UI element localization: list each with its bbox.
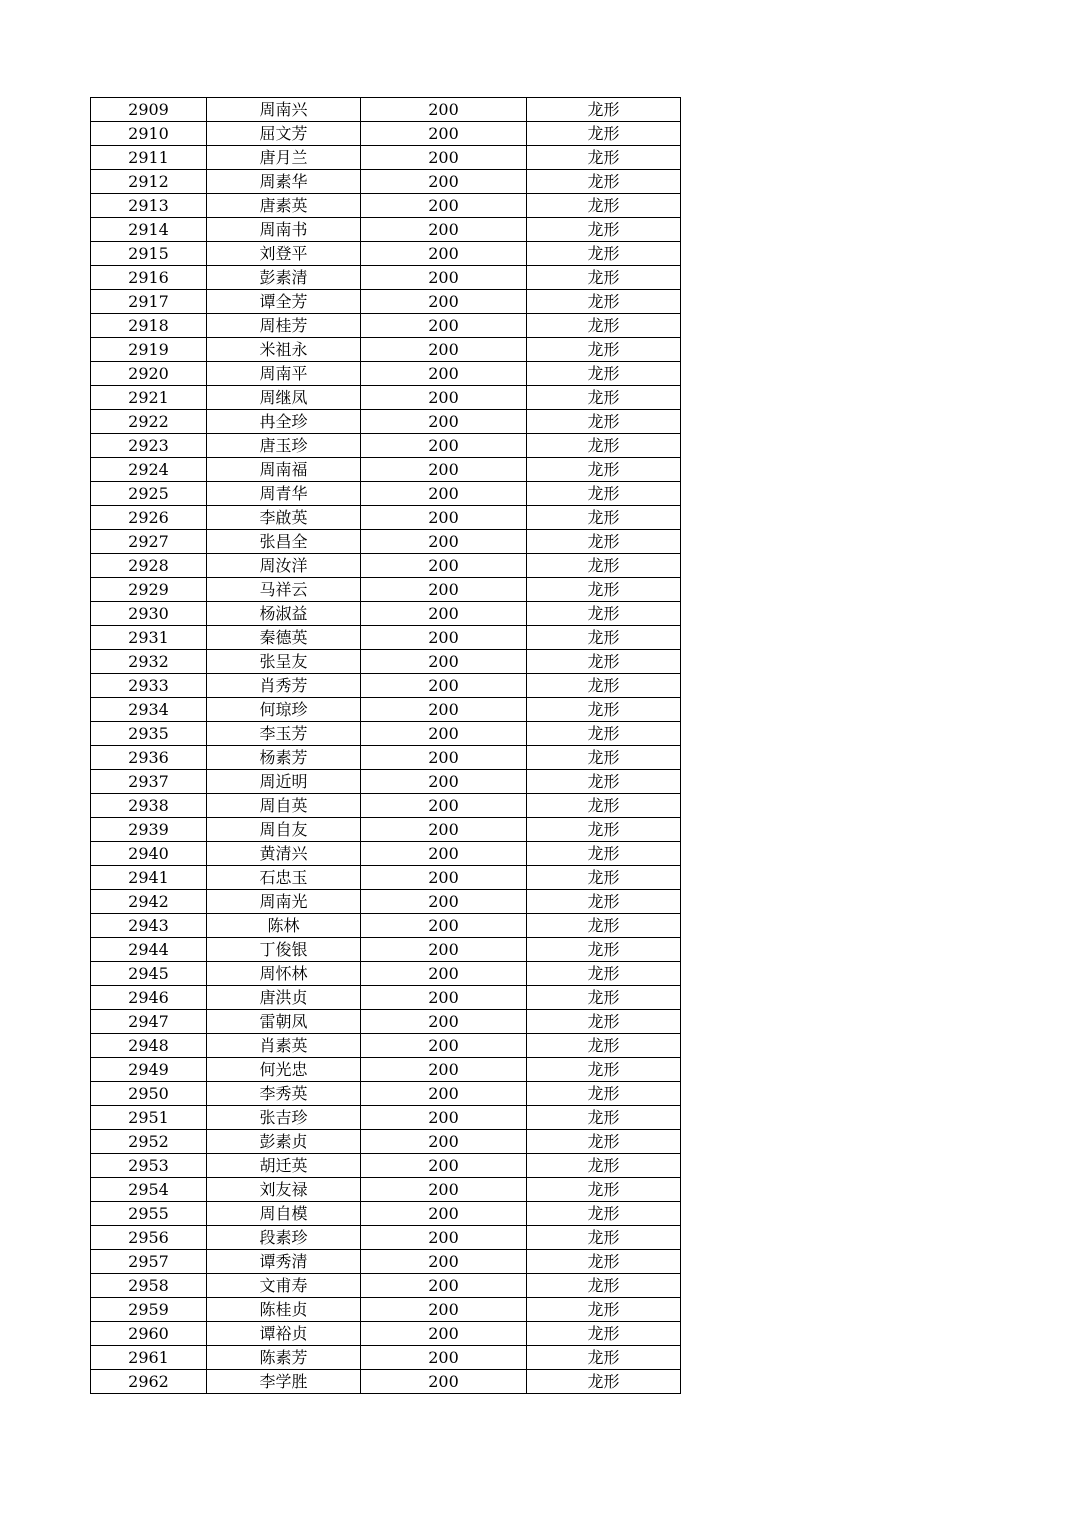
row-id-cell: 2942 <box>91 890 207 914</box>
place-cell: 龙形 <box>527 1250 681 1274</box>
row-id-cell: 2919 <box>91 338 207 362</box>
table-row <box>91 1322 681 1346</box>
row-id-cell: 2940 <box>91 842 207 866</box>
place-cell: 龙形 <box>527 890 681 914</box>
data-table <box>90 97 681 1394</box>
name-cell: 何琼珍 <box>207 698 361 722</box>
row-id-cell: 2929 <box>91 578 207 602</box>
amount-cell: 200 <box>361 170 527 194</box>
table-row <box>91 938 681 962</box>
name-cell: 米祖永 <box>207 338 361 362</box>
table-row <box>91 386 681 410</box>
table-row <box>91 698 681 722</box>
amount-cell: 200 <box>361 1082 527 1106</box>
row-id-cell: 2914 <box>91 218 207 242</box>
table-row <box>91 266 681 290</box>
table-row <box>91 458 681 482</box>
place-cell: 龙形 <box>527 938 681 962</box>
row-id-cell: 2921 <box>91 386 207 410</box>
amount-cell: 200 <box>361 1226 527 1250</box>
name-cell: 周南福 <box>207 458 361 482</box>
name-cell: 杨淑益 <box>207 602 361 626</box>
amount-cell: 200 <box>361 122 527 146</box>
amount-cell: 200 <box>361 1346 527 1370</box>
row-id-cell: 2947 <box>91 1010 207 1034</box>
amount-cell: 200 <box>361 938 527 962</box>
amount-cell: 200 <box>361 578 527 602</box>
place-cell: 龙形 <box>527 146 681 170</box>
amount-cell: 200 <box>361 1034 527 1058</box>
place-cell: 龙形 <box>527 1178 681 1202</box>
row-id-cell: 2915 <box>91 242 207 266</box>
amount-cell: 200 <box>361 146 527 170</box>
table-row <box>91 1010 681 1034</box>
row-id-cell: 2959 <box>91 1298 207 1322</box>
name-cell: 唐玉珍 <box>207 434 361 458</box>
amount-cell: 200 <box>361 914 527 938</box>
place-cell: 龙形 <box>527 1034 681 1058</box>
name-cell: 周南平 <box>207 362 361 386</box>
place-cell: 龙形 <box>527 1370 681 1394</box>
name-cell: 刘友禄 <box>207 1178 361 1202</box>
table-row <box>91 1178 681 1202</box>
amount-cell: 200 <box>361 242 527 266</box>
place-cell: 龙形 <box>527 290 681 314</box>
row-id-cell: 2927 <box>91 530 207 554</box>
amount-cell: 200 <box>361 410 527 434</box>
table-row <box>91 530 681 554</box>
amount-cell: 200 <box>361 1058 527 1082</box>
row-id-cell: 2924 <box>91 458 207 482</box>
amount-cell: 200 <box>361 818 527 842</box>
amount-cell: 200 <box>361 770 527 794</box>
table-row <box>91 1346 681 1370</box>
place-cell: 龙形 <box>527 170 681 194</box>
table-row <box>91 410 681 434</box>
row-id-cell: 2930 <box>91 602 207 626</box>
row-id-cell: 2925 <box>91 482 207 506</box>
name-cell: 杨素芳 <box>207 746 361 770</box>
name-cell: 李学胜 <box>207 1370 361 1394</box>
name-cell: 张呈友 <box>207 650 361 674</box>
place-cell: 龙形 <box>527 314 681 338</box>
name-cell: 谭裕贞 <box>207 1322 361 1346</box>
row-id-cell: 2941 <box>91 866 207 890</box>
row-id-cell: 2938 <box>91 794 207 818</box>
name-cell: 段素珍 <box>207 1226 361 1250</box>
amount-cell: 200 <box>361 1298 527 1322</box>
row-id-cell: 2943 <box>91 914 207 938</box>
name-cell: 周素华 <box>207 170 361 194</box>
row-id-cell: 2909 <box>91 98 207 122</box>
table-row <box>91 578 681 602</box>
amount-cell: 200 <box>361 1370 527 1394</box>
name-cell: 李玉芳 <box>207 722 361 746</box>
amount-cell: 200 <box>361 650 527 674</box>
place-cell: 龙形 <box>527 218 681 242</box>
table-row <box>91 1370 681 1394</box>
table-row <box>91 1274 681 1298</box>
table-row <box>91 1082 681 1106</box>
place-cell: 龙形 <box>527 1106 681 1130</box>
name-cell: 周自英 <box>207 794 361 818</box>
table-row <box>91 554 681 578</box>
row-id-cell: 2918 <box>91 314 207 338</box>
amount-cell: 200 <box>361 602 527 626</box>
name-cell: 张吉珍 <box>207 1106 361 1130</box>
table-row <box>91 602 681 626</box>
place-cell: 龙形 <box>527 1322 681 1346</box>
name-cell: 周自模 <box>207 1202 361 1226</box>
place-cell: 龙形 <box>527 698 681 722</box>
place-cell: 龙形 <box>527 770 681 794</box>
amount-cell: 200 <box>361 218 527 242</box>
table-row <box>91 746 681 770</box>
place-cell: 龙形 <box>527 1226 681 1250</box>
name-cell: 谭全芳 <box>207 290 361 314</box>
row-id-cell: 2926 <box>91 506 207 530</box>
name-cell: 李秀英 <box>207 1082 361 1106</box>
table-row <box>91 482 681 506</box>
amount-cell: 200 <box>361 434 527 458</box>
table-row <box>91 962 681 986</box>
place-cell: 龙形 <box>527 746 681 770</box>
name-cell: 李啟英 <box>207 506 361 530</box>
table-row <box>91 1154 681 1178</box>
amount-cell: 200 <box>361 290 527 314</box>
row-id-cell: 2911 <box>91 146 207 170</box>
table-row <box>91 1250 681 1274</box>
row-id-cell: 2923 <box>91 434 207 458</box>
place-cell: 龙形 <box>527 194 681 218</box>
table-row <box>91 146 681 170</box>
name-cell: 丁俊银 <box>207 938 361 962</box>
table-row <box>91 290 681 314</box>
place-cell: 龙形 <box>527 434 681 458</box>
place-cell: 龙形 <box>527 362 681 386</box>
row-id-cell: 2934 <box>91 698 207 722</box>
name-cell: 陈林 <box>207 914 361 938</box>
name-cell: 肖素英 <box>207 1034 361 1058</box>
amount-cell: 200 <box>361 338 527 362</box>
table-row <box>91 1298 681 1322</box>
place-cell: 龙形 <box>527 1010 681 1034</box>
place-cell: 龙形 <box>527 482 681 506</box>
amount-cell: 200 <box>361 482 527 506</box>
table-row <box>91 434 681 458</box>
row-id-cell: 2913 <box>91 194 207 218</box>
row-id-cell: 2939 <box>91 818 207 842</box>
place-cell: 龙形 <box>527 914 681 938</box>
name-cell: 彭素贞 <box>207 1130 361 1154</box>
amount-cell: 200 <box>361 890 527 914</box>
amount-cell: 200 <box>361 962 527 986</box>
row-id-cell: 2948 <box>91 1034 207 1058</box>
amount-cell: 200 <box>361 698 527 722</box>
place-cell: 龙形 <box>527 1202 681 1226</box>
place-cell: 龙形 <box>527 962 681 986</box>
row-id-cell: 2949 <box>91 1058 207 1082</box>
name-cell: 谭秀清 <box>207 1250 361 1274</box>
place-cell: 龙形 <box>527 98 681 122</box>
place-cell: 龙形 <box>527 1346 681 1370</box>
place-cell: 龙形 <box>527 626 681 650</box>
place-cell: 龙形 <box>527 410 681 434</box>
table-row <box>91 890 681 914</box>
name-cell: 唐洪贞 <box>207 986 361 1010</box>
name-cell: 陈素芳 <box>207 1346 361 1370</box>
name-cell: 张昌全 <box>207 530 361 554</box>
row-id-cell: 2933 <box>91 674 207 698</box>
row-id-cell: 2944 <box>91 938 207 962</box>
place-cell: 龙形 <box>527 1130 681 1154</box>
amount-cell: 200 <box>361 722 527 746</box>
place-cell: 龙形 <box>527 1154 681 1178</box>
row-id-cell: 2962 <box>91 1370 207 1394</box>
name-cell: 胡迁英 <box>207 1154 361 1178</box>
table-row <box>91 1202 681 1226</box>
row-id-cell: 2910 <box>91 122 207 146</box>
amount-cell: 200 <box>361 674 527 698</box>
table-row <box>91 362 681 386</box>
name-cell: 周南书 <box>207 218 361 242</box>
table-row <box>91 1034 681 1058</box>
amount-cell: 200 <box>361 314 527 338</box>
row-id-cell: 2922 <box>91 410 207 434</box>
table-row <box>91 1058 681 1082</box>
place-cell: 龙形 <box>527 530 681 554</box>
name-cell: 周继凤 <box>207 386 361 410</box>
row-id-cell: 2920 <box>91 362 207 386</box>
table-row <box>91 914 681 938</box>
table-row <box>91 98 681 122</box>
amount-cell: 200 <box>361 506 527 530</box>
amount-cell: 200 <box>361 1010 527 1034</box>
table-row <box>91 122 681 146</box>
name-cell: 周南兴 <box>207 98 361 122</box>
amount-cell: 200 <box>361 362 527 386</box>
name-cell: 彭素清 <box>207 266 361 290</box>
name-cell: 周自友 <box>207 818 361 842</box>
table-row <box>91 506 681 530</box>
table-row <box>91 218 681 242</box>
row-id-cell: 2950 <box>91 1082 207 1106</box>
place-cell: 龙形 <box>527 1274 681 1298</box>
amount-cell: 200 <box>361 1106 527 1130</box>
table-row <box>91 818 681 842</box>
name-cell: 周桂芳 <box>207 314 361 338</box>
amount-cell: 200 <box>361 1250 527 1274</box>
row-id-cell: 2955 <box>91 1202 207 1226</box>
table-body <box>91 98 681 1394</box>
place-cell: 龙形 <box>527 338 681 362</box>
table-row <box>91 866 681 890</box>
name-cell: 周近明 <box>207 770 361 794</box>
table-row <box>91 1130 681 1154</box>
amount-cell: 200 <box>361 986 527 1010</box>
name-cell: 黄清兴 <box>207 842 361 866</box>
name-cell: 石忠玉 <box>207 866 361 890</box>
amount-cell: 200 <box>361 626 527 650</box>
row-id-cell: 2952 <box>91 1130 207 1154</box>
row-id-cell: 2954 <box>91 1178 207 1202</box>
table-row <box>91 986 681 1010</box>
name-cell: 屈文芳 <box>207 122 361 146</box>
row-id-cell: 2951 <box>91 1106 207 1130</box>
row-id-cell: 2932 <box>91 650 207 674</box>
amount-cell: 200 <box>361 554 527 578</box>
place-cell: 龙形 <box>527 554 681 578</box>
table-row <box>91 794 681 818</box>
amount-cell: 200 <box>361 794 527 818</box>
row-id-cell: 2957 <box>91 1250 207 1274</box>
name-cell: 秦德英 <box>207 626 361 650</box>
place-cell: 龙形 <box>527 794 681 818</box>
amount-cell: 200 <box>361 386 527 410</box>
amount-cell: 200 <box>361 1202 527 1226</box>
row-id-cell: 2960 <box>91 1322 207 1346</box>
name-cell: 周怀林 <box>207 962 361 986</box>
amount-cell: 200 <box>361 458 527 482</box>
place-cell: 龙形 <box>527 386 681 410</box>
table-row <box>91 1226 681 1250</box>
name-cell: 冉全珍 <box>207 410 361 434</box>
amount-cell: 200 <box>361 194 527 218</box>
row-id-cell: 2961 <box>91 1346 207 1370</box>
place-cell: 龙形 <box>527 986 681 1010</box>
place-cell: 龙形 <box>527 866 681 890</box>
table-row <box>91 1106 681 1130</box>
place-cell: 龙形 <box>527 674 681 698</box>
place-cell: 龙形 <box>527 1298 681 1322</box>
place-cell: 龙形 <box>527 1082 681 1106</box>
place-cell: 龙形 <box>527 122 681 146</box>
row-id-cell: 2958 <box>91 1274 207 1298</box>
name-cell: 唐素英 <box>207 194 361 218</box>
amount-cell: 200 <box>361 1178 527 1202</box>
name-cell: 雷朝凤 <box>207 1010 361 1034</box>
place-cell: 龙形 <box>527 818 681 842</box>
row-id-cell: 2917 <box>91 290 207 314</box>
row-id-cell: 2936 <box>91 746 207 770</box>
place-cell: 龙形 <box>527 722 681 746</box>
name-cell: 陈桂贞 <box>207 1298 361 1322</box>
row-id-cell: 2935 <box>91 722 207 746</box>
amount-cell: 200 <box>361 98 527 122</box>
table-row <box>91 770 681 794</box>
row-id-cell: 2946 <box>91 986 207 1010</box>
amount-cell: 200 <box>361 1322 527 1346</box>
amount-cell: 200 <box>361 1154 527 1178</box>
row-id-cell: 2937 <box>91 770 207 794</box>
name-cell: 唐月兰 <box>207 146 361 170</box>
name-cell: 文甫寿 <box>207 1274 361 1298</box>
name-cell: 马祥云 <box>207 578 361 602</box>
row-id-cell: 2953 <box>91 1154 207 1178</box>
place-cell: 龙形 <box>527 266 681 290</box>
table-row <box>91 314 681 338</box>
name-cell: 何光忠 <box>207 1058 361 1082</box>
table-row <box>91 722 681 746</box>
place-cell: 龙形 <box>527 506 681 530</box>
place-cell: 龙形 <box>527 242 681 266</box>
row-id-cell: 2956 <box>91 1226 207 1250</box>
amount-cell: 200 <box>361 842 527 866</box>
amount-cell: 200 <box>361 266 527 290</box>
amount-cell: 200 <box>361 1130 527 1154</box>
name-cell: 刘登平 <box>207 242 361 266</box>
place-cell: 龙形 <box>527 842 681 866</box>
row-id-cell: 2931 <box>91 626 207 650</box>
amount-cell: 200 <box>361 530 527 554</box>
place-cell: 龙形 <box>527 1058 681 1082</box>
name-cell: 周南光 <box>207 890 361 914</box>
place-cell: 龙形 <box>527 602 681 626</box>
table-row <box>91 242 681 266</box>
table-row <box>91 674 681 698</box>
row-id-cell: 2916 <box>91 266 207 290</box>
amount-cell: 200 <box>361 1274 527 1298</box>
name-cell: 周青华 <box>207 482 361 506</box>
place-cell: 龙形 <box>527 458 681 482</box>
table-row <box>91 650 681 674</box>
row-id-cell: 2928 <box>91 554 207 578</box>
table-row <box>91 170 681 194</box>
amount-cell: 200 <box>361 866 527 890</box>
table-row <box>91 626 681 650</box>
name-cell: 肖秀芳 <box>207 674 361 698</box>
place-cell: 龙形 <box>527 578 681 602</box>
table-row <box>91 338 681 362</box>
name-cell: 周汝洋 <box>207 554 361 578</box>
amount-cell: 200 <box>361 746 527 770</box>
row-id-cell: 2912 <box>91 170 207 194</box>
place-cell: 龙形 <box>527 650 681 674</box>
table-row <box>91 842 681 866</box>
row-id-cell: 2945 <box>91 962 207 986</box>
table-row <box>91 194 681 218</box>
